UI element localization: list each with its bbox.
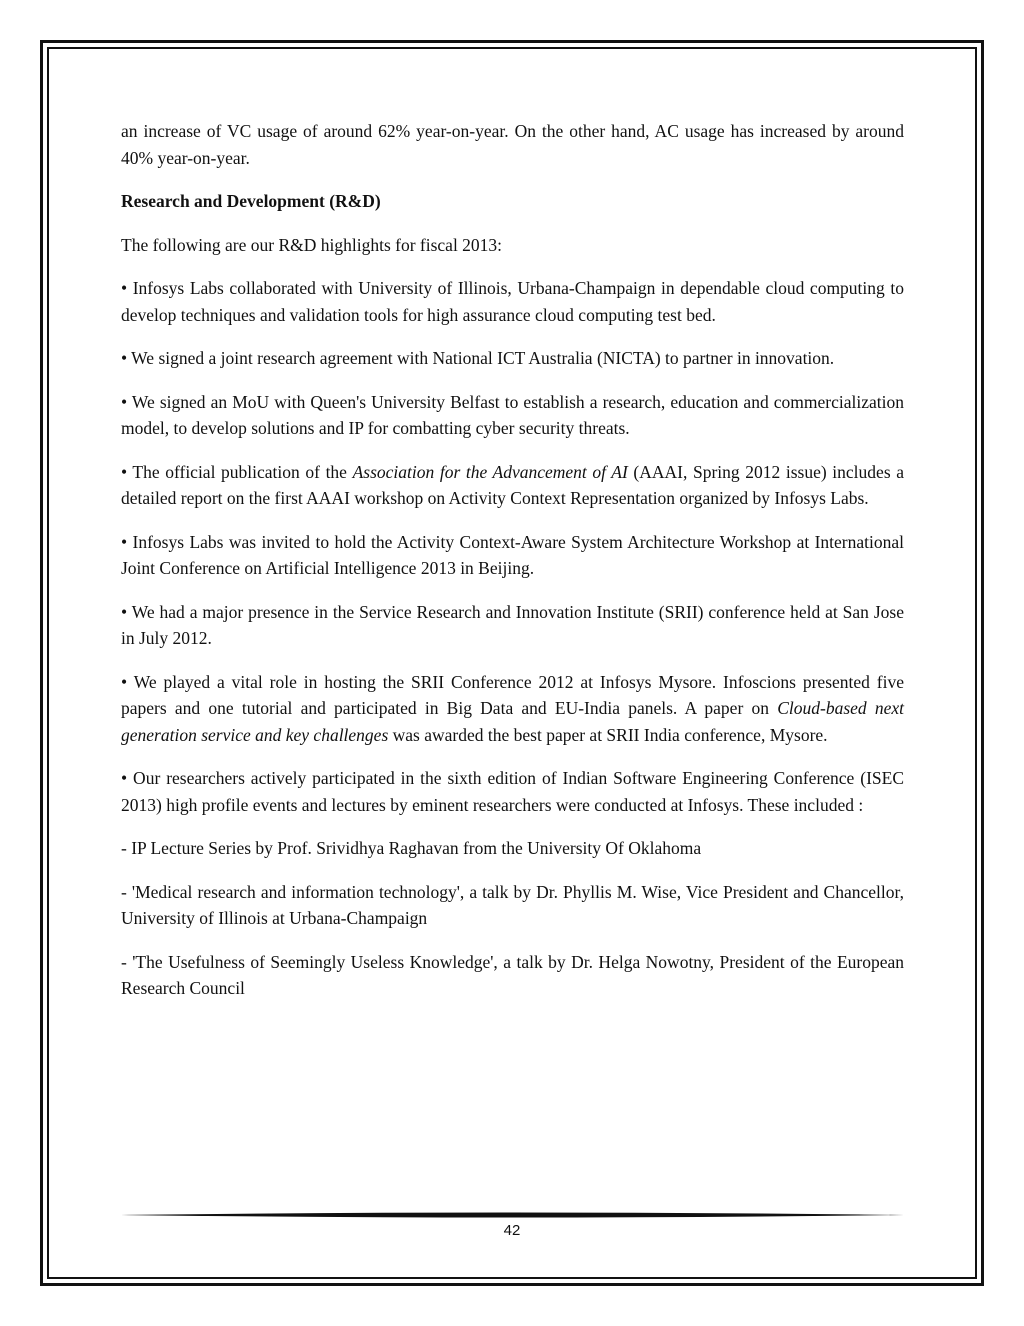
lecture-item-illinois: - 'Medical research and information technology', a talk by Dr. Phyllis M. Wise, Vice President and Chancellor, University of Illinois at Urbana-Champaign: [121, 881, 904, 928]
bullet-illinois: • Infosys Labs collaborated with University of Illinois, Urbana-Champaign in dependable cloud computing to develop techniques and validation tools for high assurance cloud computing test bed.: [121, 278, 904, 325]
page-content: [121, 118, 904, 1019]
bullet-srii-mysore-post: was awarded the best paper at SRII India conference, Mysore.: [388, 724, 828, 745]
bullet-aaai-pre: • The official publication of the: [121, 461, 353, 482]
section-heading: Research and Development (R&D): [121, 191, 381, 211]
section-lead: The following are our R&D highlights for fiscal 2013:: [121, 234, 503, 255]
lecture-item-erc: - 'The Usefulness of Seemingly Useless Knowledge', a talk by Dr. Helga Nowotny, President of the European Research Council: [121, 951, 904, 998]
bullet-srii-san-jose: • We had a major presence in the Service Research and Innovation Institute (SRII) conference held at San Jose in July 2012.: [121, 601, 904, 648]
bullet-srii-mysore: [121, 669, 904, 749]
bullet-ijcai: • Infosys Labs was invited to hold the Activity Context-Aware System Architecture Workshop at International Joint Conference on Artificial Intelligence 2013 in Beijing.: [121, 531, 904, 578]
lecture-item-oklahoma: - IP Lecture Series by Prof. Srividhya Raghavan from the University Of Oklahoma: [121, 838, 702, 858]
footer-rule: [121, 1210, 904, 1220]
bullet-queens-belfast: • We signed an MoU with Queen's University Belfast to establish a research, education and commercialization model, to develop solutions and IP for combatting cyber security threats.: [121, 391, 904, 438]
bullet-aaai: [121, 459, 904, 512]
page-number: 42: [503, 1222, 521, 1239]
bullet-srii-mysore-italic: Cloud‑based next generation service and key challenges: [121, 698, 904, 745]
bullet-srii-mysore-pre: • We played a vital role in hosting the SRII Conference 2012 at Infosys Mysore. Infoscions presented five papers and one tutorial and participated in Big Data and EU-India panels. A paper on: [121, 671, 904, 718]
bullet-aaai-italic: Association for the Advancement of AI: [352, 461, 628, 482]
bullet-isec: • Our researchers actively participated in the sixth edition of Indian Software Engineering Conference (ISEC 2013) high profile events and lectures by eminent researchers were conducted at Infosys. These included :: [121, 768, 904, 815]
bullet-aaai-post: (AAAI, Spring 2012 issue) includes a detailed report on the first AAAI workshop on Activity Context Representation organized by Infosys Labs.: [121, 461, 904, 508]
bullet-nicta: • We signed a joint research agreement with National ICT Australia (NICTA) to partner in innovation.: [121, 348, 835, 368]
intro-paragraph: an increase of VC usage of around 62% year-on-year. On the other hand, AC usage has increased by around 40% year-on-year.: [121, 121, 904, 168]
